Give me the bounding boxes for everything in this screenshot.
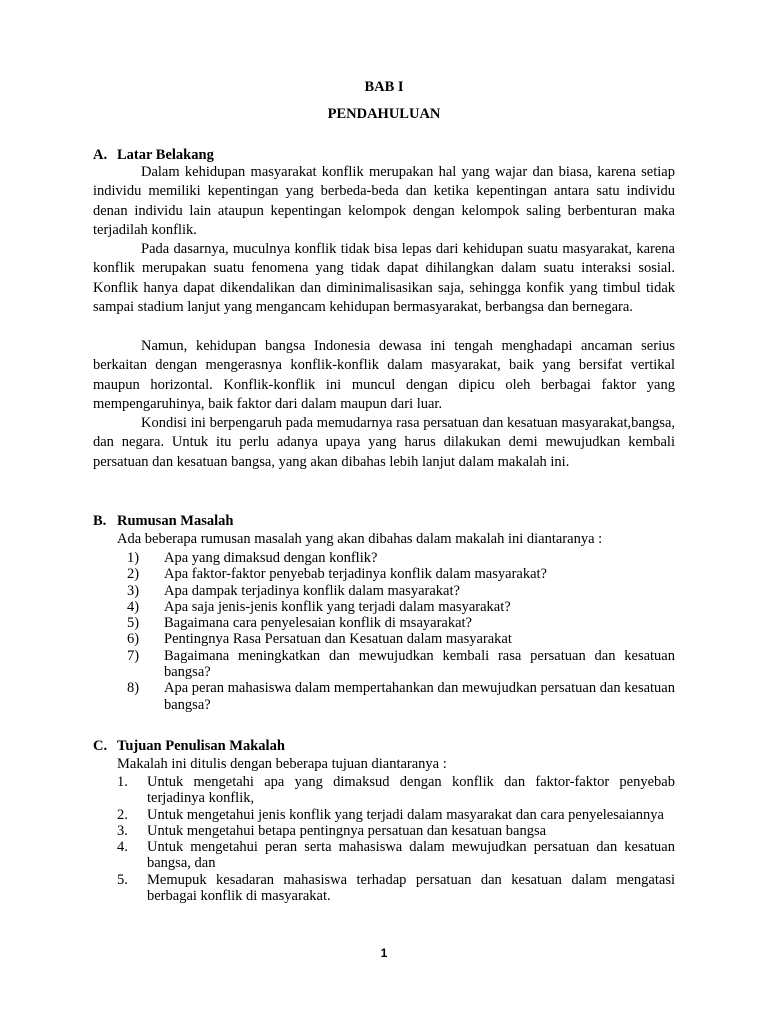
section-b-intro: Ada beberapa rumusan masalah yang akan dibahas dalam makalah ini diantaranya : [117,531,603,547]
list-item: 3. Untuk mengetahui betapa pentingnya persatuan dan kesatuan bangsa [117,822,547,839]
list-item: 3) Apa dampak terjadinya konflik dalam masyarakat? [127,582,460,599]
section-a-heading [93,147,214,164]
goal-list [117,774,675,904]
problem-list [93,550,675,713]
list-item: 1. Untuk mengetahi apa yang dimaksud dengan konflik dan faktor-faktor penyebab terjadinya konflik, [117,774,675,807]
section-a-letter: A. [93,147,108,163]
list-item: 2. Untuk mengetahui jenis konflik yang terjadi dalam masyarakat dan cara penyelesaiannya [117,806,664,823]
section-a-paragraph-4: Kondisi ini berpengaruh pada memudarnya rasa persatuan dan kesatuan masyarakat,bangsa, dan negara. Untuk itu perlu adanya upaya yang harus dilakukan demi mewujudkan kembali persatuan dan kesatuan bangsa, yang akan dibahas lebih lanjut dalam makalah ini. [93,415,675,470]
section-b-title: Rumusan Masalah [117,513,234,529]
list-item: 1) Apa yang dimaksud dengan konflik? [127,550,378,566]
list-item: 4. Untuk mengetahui peran serta mahasiswa dalam mewujudkan persatuan dan kesatuan bangsa, dan [117,839,675,872]
chapter-title: PENDAHULUAN [327,106,441,122]
page-number: 1 [380,946,388,960]
section-c-intro: Makalah ini ditulis dengan beberapa tujuan diantaranya : [117,756,447,772]
list-item: 6) Pentingnya Rasa Persatuan dan Kesatuan dalam masyarakat [127,631,512,648]
section-c-letter: C. [93,738,108,754]
section-a-paragraph-1: Dalam kehidupan masyarakat konflik merupakan hal yang wajar dan biasa, karena setiap individu memiliki kepentingan yang berbeda-beda dan ketika kepentingan antara satu individu denan individu lain ataupun kepentingan kelompok dengan kelompok saling berbenturan maka terjadilah konflik. [93,164,675,239]
list-item: 2) Apa faktor-faktor penyebab terjadinya konflik dalam masyarakat? [127,566,547,583]
chapter-label: BAB I [364,79,404,95]
list-item: 4) Apa saja jenis-jenis konflik yang terjadi dalam masyarakat? [127,598,511,615]
section-b-letter: B. [93,513,107,529]
section-c-heading [93,738,285,755]
list-item: 5) Bagaimana cara penyelesaian konflik di msayarakat? [127,615,472,632]
section-a-title: Latar Belakang [117,147,214,163]
section-a-paragraph-3: Namun, kehidupan bangsa Indonesia dewasa ini tengah menghadapi ancaman serius berkaitan dengan mengerasnya konflik-konflik dalam masyarakat, baik yang bersifat vertikal maupun horizontal. Konflik-konflik ini muncul dengan dipicu oleh berbagai faktor yang mempengaruhinya, baik faktor dari dalam maupun dari luar. [93,338,675,413]
section-a-paragraph-2: Pada dasarnya, muculnya konflik tidak bisa lepas dari kehidupan suatu masyarakat, karena konflik merupakan suatu fenomena yang tidak dapat dihilangkan dalam suatu interaksi sosial. Konflik hanya dapat dikendalikan dan diminimalisasikan saja, sehingga konfik yang timbul tidak sampai stadium lanjut yang mengancam kehidupan bermasyarakat, berbangsa dan bernegara. [93,241,675,316]
list-item: 8) Apa peran mahasiswa dalam mempertahankan dan mewujudkan persatuan dan kesatuan bangsa? [127,680,675,713]
section-c-title: Tujuan Penulisan Makalah [117,738,285,754]
list-item: 5. Memupuk kesadaran mahasiswa terhadap persatuan dan kesatuan dalam mengatasi berbagai konflik di masyarakat. [117,871,675,905]
list-item: 7) Bagaimana meningkatkan dan mewujudkan kembali rasa persatuan dan kesatuan bangsa? [127,647,675,681]
section-b-heading [93,513,233,530]
